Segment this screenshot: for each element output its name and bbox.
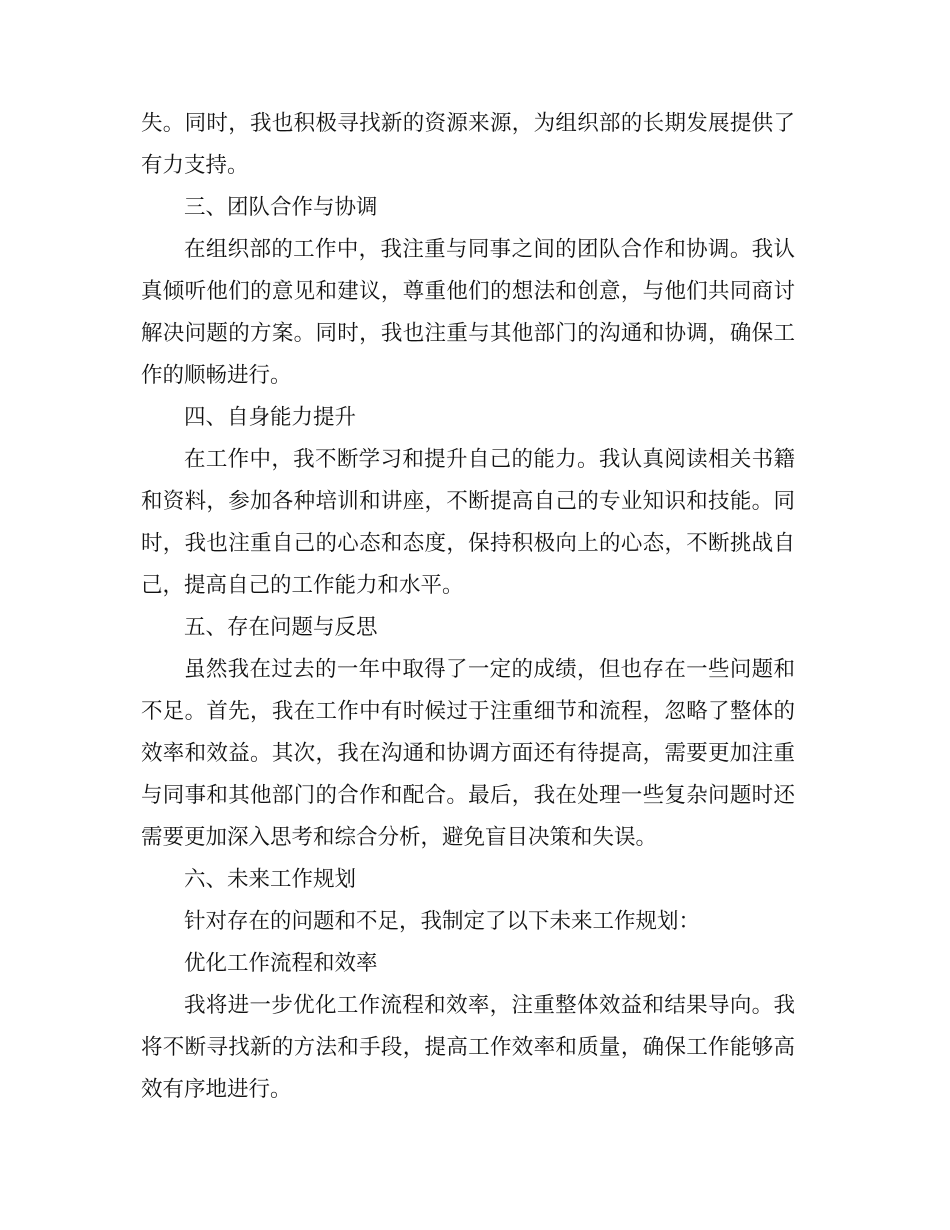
section-heading-self-improvement: 四、自身能力提升 xyxy=(184,405,357,430)
paragraph-optimize-workflow: 我将进一步优化工作流程和效率，注重整体效益和结果导向。我将不断寻找新的方法和手段，提高工作效率和质量，确保工作能够高效有序地进行。 xyxy=(141,993,795,1102)
section-heading-teamwork: 三、团队合作与协调 xyxy=(184,195,378,220)
subheading-optimize-workflow: 优化工作流程和效率 xyxy=(184,951,378,976)
section-heading-future-plan: 六、未来工作规划 xyxy=(184,867,357,892)
paragraph-future-plan-intro: 针对存在的问题和不足，我制定了以下未来工作规划： xyxy=(184,909,701,934)
paragraph-continuation: 失。同时，我也积极寻找新的资源来源，为组织部的长期发展提供了有力支持。 xyxy=(141,111,795,178)
paragraph-self-improvement: 在工作中，我不断学习和提升自己的能力。我认真阅读相关书籍和资料，参加各种培训和讲座，不断提高自己的专业知识和技能。同时，我也注重自己的心态和态度，保持积极向上的心态，不断挑战自己，提高自己的工作能力和水平。 xyxy=(141,447,795,598)
paragraph-problems: 虽然我在过去的一年中取得了一定的成绩，但也存在一些问题和不足。首先，我在工作中有时候过于注重细节和流程，忽略了整体的效率和效益。其次，我在沟通和协调方面还有待提高，需要更加注重与同事和其他部门的合作和配合。最后，我在处理一些复杂问题时还需要更加深入思考和综合分析，避免盲目决策和失误。 xyxy=(141,657,795,850)
section-heading-problems: 五、存在问题与反思 xyxy=(184,615,378,640)
document-body xyxy=(141,103,795,1111)
paragraph-teamwork: 在组织部的工作中，我注重与同事之间的团队合作和协调。我认真倾听他们的意见和建议，尊重他们的想法和创意，与他们共同商讨解决问题的方案。同时，我也注重与其他部门的沟通和协调，确保工作的顺畅进行。 xyxy=(141,237,795,388)
